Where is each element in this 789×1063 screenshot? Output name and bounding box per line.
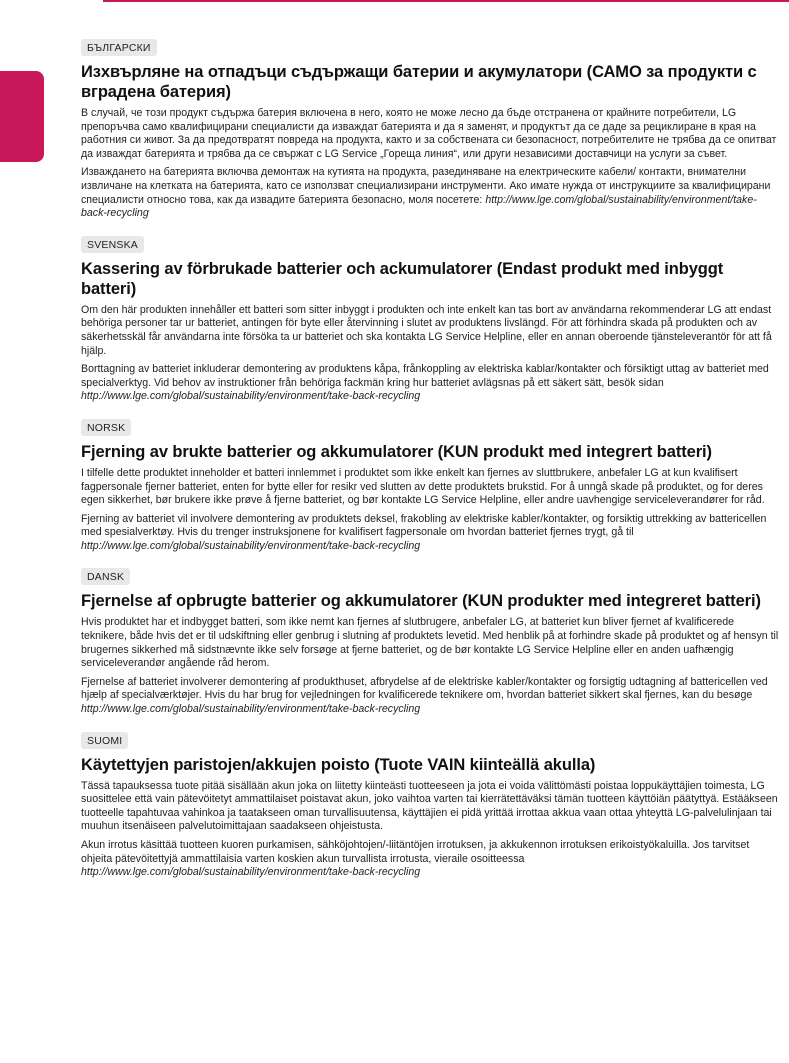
paragraph <box>81 363 781 404</box>
paragraph-text: Fjerning av batteriet vil involvere demontering av produktets deksel, frakobling av elektriske kabler/kontakter, og forsiktig uttrekking av battericellen med spesialverktøy. Hvis du trenger instruksjonene for kvalifisert fagpersonale om hvordan batteriet fjernes trygt, gå til <box>81 512 767 539</box>
language-badge: NORSK <box>81 419 131 436</box>
paragraph-text: Borttagning av batteriet inkluderar demontering av produktens kåpa, frånkoppling av elektriska kablar/kontakter och försiktigt uttag av batteriet med specialverktyg. Vid behov av instruktioner från behöriga fackmän kring hur batteriet avlägsnas på ett säkert sätt, besök sidan <box>81 363 769 389</box>
section-finnish <box>81 731 781 880</box>
paragraph <box>81 513 781 554</box>
language-badge: SUOMI <box>81 732 128 749</box>
recycling-link[interactable]: http://www.lge.com/global/sustainability/environment/take-back-recycling <box>81 193 757 220</box>
document-body <box>81 38 781 885</box>
section-bulgarian <box>81 38 781 221</box>
paragraph: I tilfelle dette produktet inneholder et batteri innlemmet i produktet som ikke enkelt kan fjernes av sluttbrukere, anbefaler LG at kun kvalifisert fagpersonale fjerner batteriet, enten for bytte eller for resikr ved slutten av dette produktets brukstid. For å unngå skade på produktet, og for deres egen sikkerhet, bør brukere ikke prøve å fjerne batteriet, og bør kontakte LG Service Helpline, eller andre uavhengige serviceleverandører for råd. <box>81 466 765 507</box>
section-side-tab <box>0 71 44 162</box>
recycling-link[interactable]: http://www.lge.com/global/sustainability/environment/take-back-recycling <box>81 703 421 716</box>
paragraph <box>81 166 781 220</box>
paragraph-text: Akun irrotus käsittää tuotteen kuoren purkamisen, sähköjohtojen/-liitäntöjen irrotuksen, ja akkukennon irrotuksen erikoistyökaluilla. Jos tarvitset ohjeita pätevöitettyjä ammattilaisia varten koskien akun turvallista irrotusta, vieraile osoitteessa <box>81 839 750 865</box>
paragraph-text: Изваждането на батерията включва демонтаж на кутията на продукта, разединяване на електрическите кабели/ контакти, внимателни извличане на клетката на батерията, като се използват специализирани инструменти. Ако имате нужда от инструкциите за квалифицирани специалисти относно това, как да извадите батерията безопасно, моля посетете: <box>81 166 771 206</box>
language-badge: БЪЛГАРСКИ <box>81 39 157 56</box>
paragraph: Om den här produkten innehåller ett batteri som sitter inbyggt i produkten och inte enkelt kan tas bort av användarna rekommenderar LG att endast behöriga personer tar ur batteriet, antingen för byte eller återvinning i slutet av produktens livslängd. För att förhindra skada på produkten och av säkerhetsskäl får användarna inte försöka ta ur batteriet och ska kontakta LG Service Helpline, eller en annan oberoende tjänsteleverantör för att få hjälp. <box>81 303 772 357</box>
paragraph: Hvis produktet har et indbygget batteri, som ikke nemt kan fjernes af slutbrugere, anbefaler LG, at batteriet kun bliver fjernet af kvalificerede teknikere, både hvis det er til udskiftning eller genbrug i slutning af produktets levetid. Med henblik på at forhindre skade på produktet og af hensyn til brugernes sikkerhed må sidstnævnte ikke selv forsøge at fjerne batteriet, og de bør kontakte LG Service Helpline eller en anden uafhængig serviceleverandør angående råd herom. <box>81 616 779 670</box>
section-danish <box>81 567 781 716</box>
recycling-link[interactable]: http://www.lge.com/global/sustainability/environment/take-back-recycling <box>81 390 421 403</box>
language-badge: DANSK <box>81 568 130 585</box>
paragraph: Tässä tapauksessa tuote pitää sisällään akun joka on liitetty kiinteästi tuotteeseen ja jota ei voida välittömästi poistaa loppukäyttäjien toimesta, LG suosittelee että vain pätevöitetyt ammattilaiset poistavat akun, joko vaihtoa varten tai kierrätettäväksi tämän tuotteen käyttöiän päätyttyä. Estääkseen tuotteelle tapahtuvaa vahinkoa ja taatakseen oman turvallisuutensa, käyttäjien ei pidä yrittää irrottaa akkua vaan ottaa yhteyttä LG-palvelulinjaan tai muuhun itsenäiseen palvelutoimittajaan saadakseen ohjeistusta. <box>81 779 778 833</box>
paragraph-text: Fjernelse af batteriet involverer demontering af produkthuset, afbrydelse af de elektriske kabler/kontakter og forsigtig udtagning af battericellen ved hjælp af specialværktøjer. Hvis du har brug for vejledningen for kvalificerede teknikere om, hvordan batteriet sikkert skal fjernes, kan du besøge <box>81 675 768 702</box>
section-swedish <box>81 235 781 404</box>
paragraph <box>81 676 781 717</box>
section-heading: Kassering av förbrukade batterier och ackumulatorer (Endast produkt med inbyggt batteri) <box>81 259 724 298</box>
top-accent-rule <box>103 0 789 2</box>
section-heading: Käytettyjen paristojen/akkujen poisto (Tuote VAIN kiinteällä akulla) <box>81 755 596 774</box>
paragraph <box>81 839 781 880</box>
section-heading: Fjernelse af opbrugte batterier og akkumulatorer (KUN produkter med integreret batteri) <box>81 592 761 611</box>
section-heading: Изхвърляне на отпадъци съдържащи батерии и акумулатори (САМО за продукти с вградена батерия) <box>81 63 757 101</box>
section-norwegian <box>81 418 781 554</box>
section-heading: Fjerning av brukte batterier og akkumulatorer (KUN produkt med integrert batteri) <box>81 442 712 461</box>
paragraph: В случай, че този продукт съдържа батерия включена в него, която не може лесно да бъде отстранена от крайните потребители, LG препоръчва само квалифицирани специалисти да изваждат батерията и да я заменят, и продуктът да се даде за рециклиране в края на работния си живот. За да предотвратят повреда на продукта, както и за собствената си безопасност, потребителите не трябва да се опитват да изваждат батерията и трябва да се свържат с LG Service „Гореща линия“, или други независими доставчици на услуги за съвет. <box>81 107 777 160</box>
language-badge: SVENSKA <box>81 236 144 253</box>
recycling-link[interactable]: http://www.lge.com/global/sustainability/environment/take-back-recycling <box>81 539 421 552</box>
recycling-link[interactable]: http://www.lge.com/global/sustainability/environment/take-back-recycling <box>81 866 421 879</box>
